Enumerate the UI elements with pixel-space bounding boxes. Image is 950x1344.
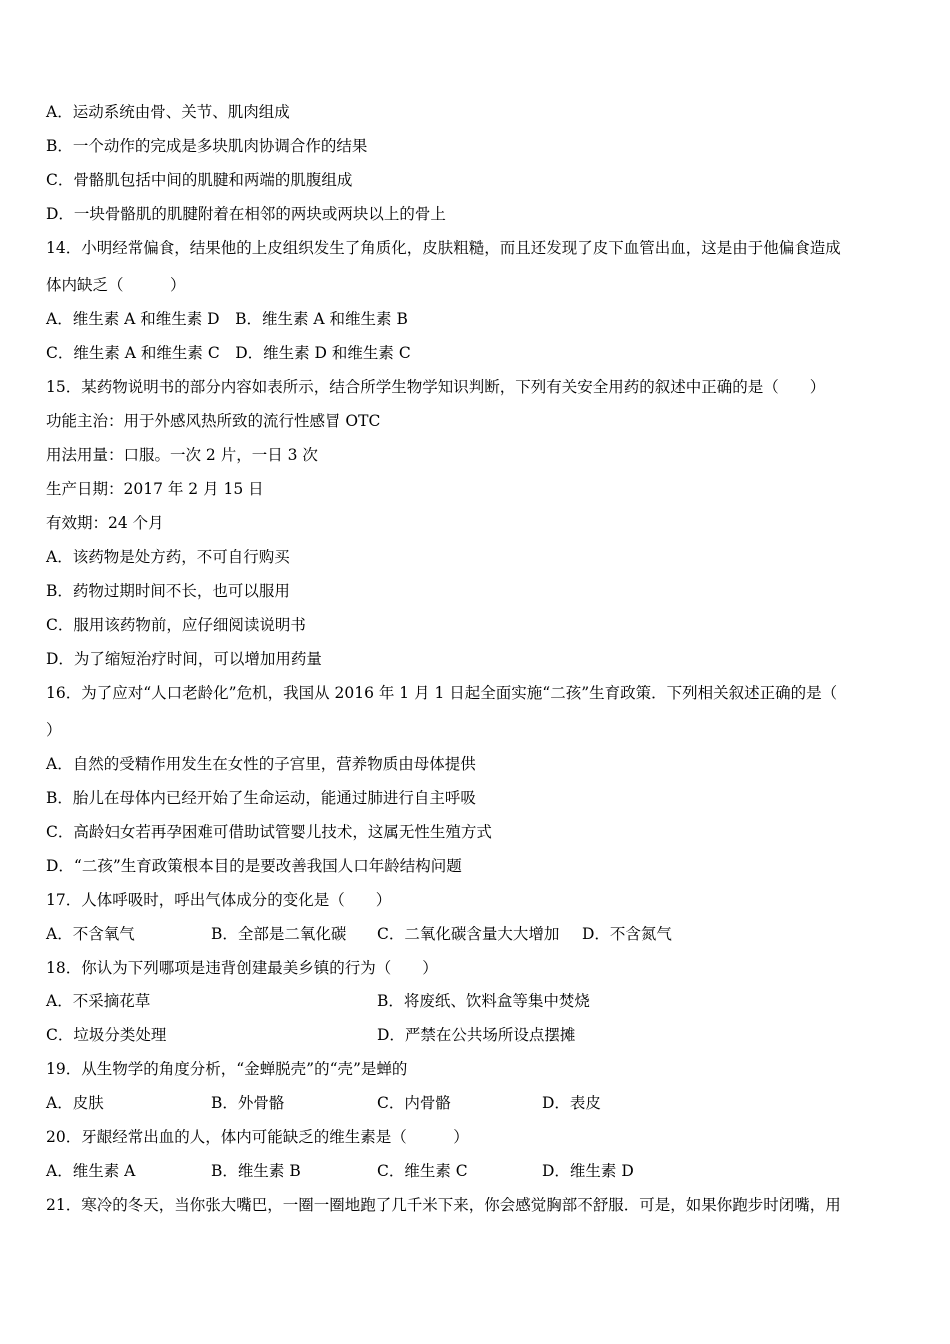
q17-stem: 17．人体呼吸时，呼出气体成分的变化是（ ） [46, 891, 392, 909]
q20-stem: 20．牙龈经常出血的人，体内可能缺乏的维生素是（ ） [46, 1128, 469, 1146]
q17-option-b: B．全部是二氧化碳 [211, 925, 347, 943]
q17-option-d: D．不含氮气 [582, 925, 672, 943]
q15-option-d: D．为了缩短治疗时间，可以增加用药量 [46, 650, 322, 668]
q13-option-d: D．一块骨骼肌的肌腱附着在相邻的两块或两块以上的骨上 [46, 205, 446, 223]
q14-options-line1: A．维生素 A 和维生素 D B．维生素 A 和维生素 B [46, 310, 408, 328]
q18-option-b: B．将废纸、饮料盒等集中焚烧 [377, 992, 590, 1010]
q15-info-function: 功能主治：用于外感风热所致的流行性感冒 OTC [46, 412, 381, 430]
q18-stem: 18．你认为下列哪项是违背创建最美乡镇的行为（ ） [46, 959, 438, 977]
q18-option-a: A．不采摘花草 [46, 992, 151, 1010]
q20-option-a: A．维生素 A [46, 1162, 136, 1180]
q14-options-line2: C．维生素 A 和维生素 C D．维生素 D 和维生素 C [46, 344, 411, 362]
q14-stem-line2: 体内缺乏（ ） [46, 276, 186, 294]
q21-stem: 21．寒冷的冬天，当你张大嘴巴，一圈一圈地跑了几千米下来，你会感觉胸部不舒服．可是，如果你跑步时闭嘴，用 [46, 1196, 841, 1214]
q15-info-dosage: 用法用量：口服。一次 2 片，一日 3 次 [46, 446, 318, 464]
q18-option-d: D．严禁在公共场所设点摆摊 [377, 1026, 576, 1044]
q15-stem: 15．某药物说明书的部分内容如表所示，结合所学生物学知识判断，下列有关安全用药的叙述中正确的是（ ） [46, 378, 826, 396]
q16-option-b: B．胎儿在母体内已经开始了生命运动，能通过肺进行自主呼吸 [46, 789, 476, 807]
q20-option-c: C．维生素 C [377, 1162, 468, 1180]
q19-option-d: D．表皮 [542, 1094, 601, 1112]
q18-option-c: C．垃圾分类处理 [46, 1026, 167, 1044]
q13-option-b: B．一个动作的完成是多块肌肉协调合作的结果 [46, 137, 368, 155]
q15-info-production-date: 生产日期：2017 年 2 月 15 日 [46, 480, 264, 498]
q19-stem: 19．从生物学的角度分析，“金蝉脱壳”的“壳”是蝉的 [46, 1060, 408, 1078]
q19-option-b: B．外骨骼 [211, 1094, 285, 1112]
q17-option-a: A．不含氧气 [46, 925, 135, 943]
q15-option-b: B．药物过期时间不长，也可以服用 [46, 582, 290, 600]
q16-option-c: C．高龄妇女若再孕困难可借助试管婴儿技术，这属无性生殖方式 [46, 823, 492, 841]
q15-option-c: C．服用该药物前，应仔细阅读说明书 [46, 616, 306, 634]
q17-option-c: C．二氧化碳含量大大增加 [377, 925, 560, 943]
q20-option-b: B．维生素 B [211, 1162, 301, 1180]
q16-stem-line1: 16．为了应对“人口老龄化”危机，我国从 2016 年 1 月 1 日起全面实施“二孩”生育政策．下列相关叙述正确的是（ [46, 684, 838, 702]
q13-option-a: A．运动系统由骨、关节、肌肉组成 [46, 103, 290, 121]
q20-option-d: D．维生素 D [542, 1162, 634, 1180]
q16-stem-line2: ） [46, 721, 62, 739]
q15-info-validity: 有效期：24 个月 [46, 514, 164, 532]
q19-option-c: C．内骨骼 [377, 1094, 451, 1112]
q16-option-d: D．“二孩”生育政策根本目的是要改善我国人口年龄结构问题 [46, 857, 462, 875]
q14-stem-line1: 14．小明经常偏食，结果他的上皮组织发生了角质化，皮肤粗糙，而且还发现了皮下血管出血，这是由于他偏食造成 [46, 239, 841, 257]
q16-option-a: A．自然的受精作用发生在女性的子宫里，营养物质由母体提供 [46, 755, 476, 773]
q19-option-a: A．皮肤 [46, 1094, 104, 1112]
q15-option-a: A．该药物是处方药，不可自行购买 [46, 548, 290, 566]
q13-option-c: C．骨骼肌包括中间的肌腱和两端的肌腹组成 [46, 171, 353, 189]
